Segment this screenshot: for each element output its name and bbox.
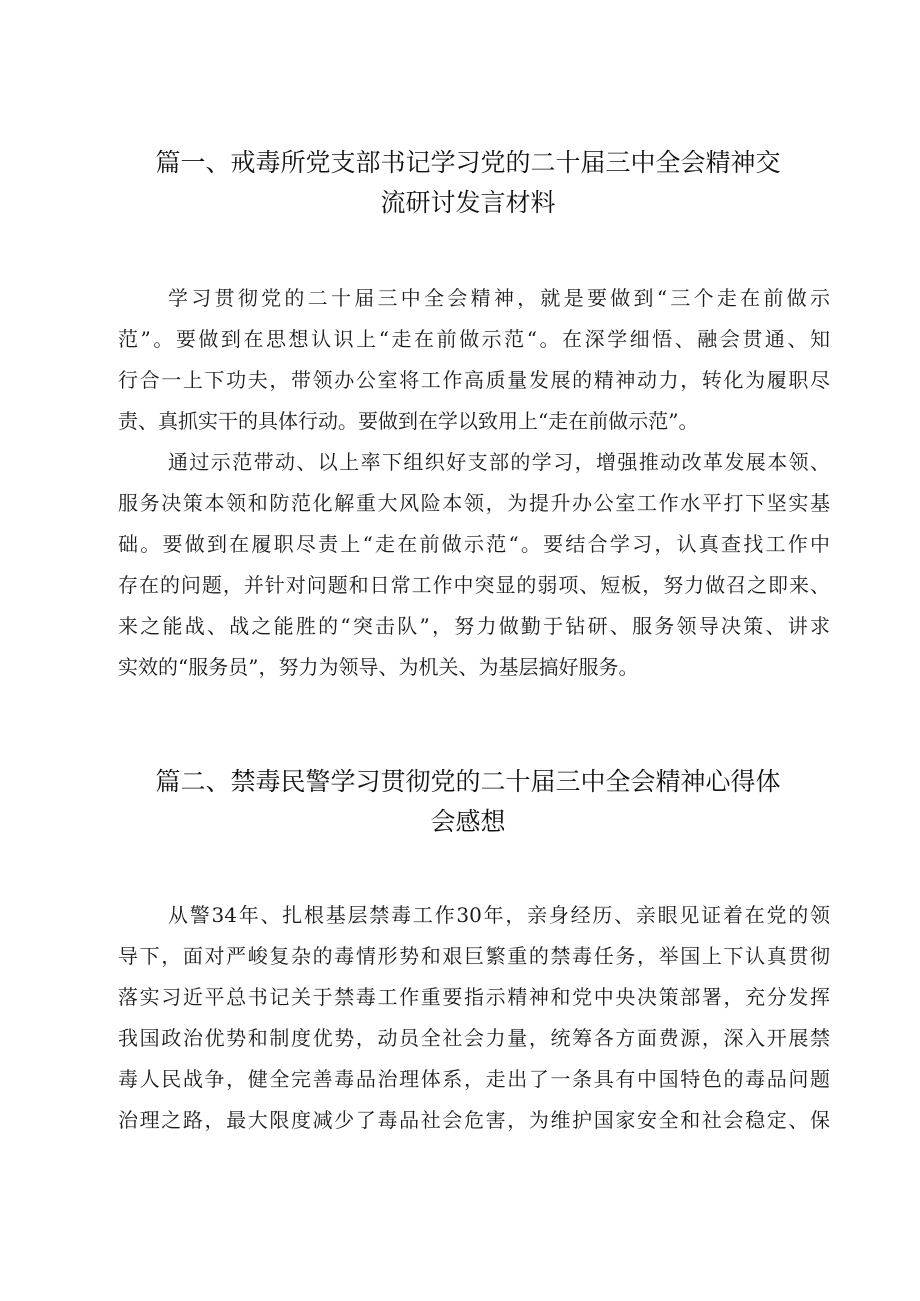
section2-title-line-2: 会感想 — [430, 807, 506, 836]
paragraph-line: 落实习近平总书记关于禁毒工作重要指示精神和党中央决策部署，充分发挥 — [118, 985, 830, 1009]
section2-title-line-1: 篇二、禁毒民警学习贯彻党的二十届三中全会精神心得体 — [155, 767, 781, 796]
section1-paragraph-1 — [118, 278, 830, 442]
paragraph-line: 治理之路，最大限度减少了毒品社会危害，为维护国家安全和社会稳定、保 — [118, 1108, 830, 1132]
paragraph-line: 导下，面对严峻复杂的毒情形势和艰巨繁重的禁毒任务，举国上下认真贯彻 — [118, 944, 830, 968]
section1-title-line-1: 篇一、戒毒所党支部书记学习党的二十届三中全会精神交 — [155, 148, 781, 177]
section2-paragraph-1 — [118, 895, 830, 1141]
paragraph-line: 存在的问题，并针对问题和日常工作中突显的弱项、短板，努力做召之即来、 — [118, 573, 830, 597]
paragraph-line: 行合一上下功夫，带领办公室将工作高质量发展的精神动力，转化为履职尽 — [118, 368, 830, 392]
paragraph-line: 实效的“服务员”，努力为领导、为机关、为基层搞好服务。 — [118, 655, 639, 679]
section1-paragraph-2 — [118, 442, 830, 688]
paragraph-line: 从警34年、扎根基层禁毒工作30年，亲身经历、亲眼见证着在党的领 — [168, 903, 830, 927]
paragraph-line: 服务决策本领和防范化解重大风险本领，为提升办公室工作水平打下坚实基 — [118, 491, 830, 515]
section2-title — [118, 762, 818, 842]
paragraph-line: 责、真抓实干的具体行动。要做到在学以致用上“走在前做示范”。 — [118, 409, 699, 433]
paragraph-line: 来之能战、战之能胜的“突击队”，努力做勤于钻研、服务领导决策、讲求 — [118, 614, 830, 638]
paragraph-line: 我国政治优势和制度优势，动员全社会力量，统筹各方面费源，深入开展禁 — [118, 1026, 830, 1050]
paragraph-line: 毒人民战争，健全完善毒品治理体系，走出了一条具有中国特色的毒品问题 — [118, 1067, 830, 1091]
paragraph-line: 础。要做到在履职尽责上“走在前做示范“。要结合学习，认真查找工作中 — [118, 532, 830, 556]
section1-title — [118, 143, 818, 223]
paragraph-line: 范”。要做到在思想认识上“走在前做示范“。在深学细悟、融会贯通、知 — [118, 327, 830, 351]
section1-title-line-2: 流研讨发言材料 — [380, 188, 556, 217]
paragraph-line: 通过示范带动、以上率下组织好支部的学习，增强推动改革发展本领、 — [168, 450, 830, 474]
paragraph-line: 学习贯彻党的二十届三中全会精神，就是要做到“三个走在前做示 — [168, 286, 830, 310]
